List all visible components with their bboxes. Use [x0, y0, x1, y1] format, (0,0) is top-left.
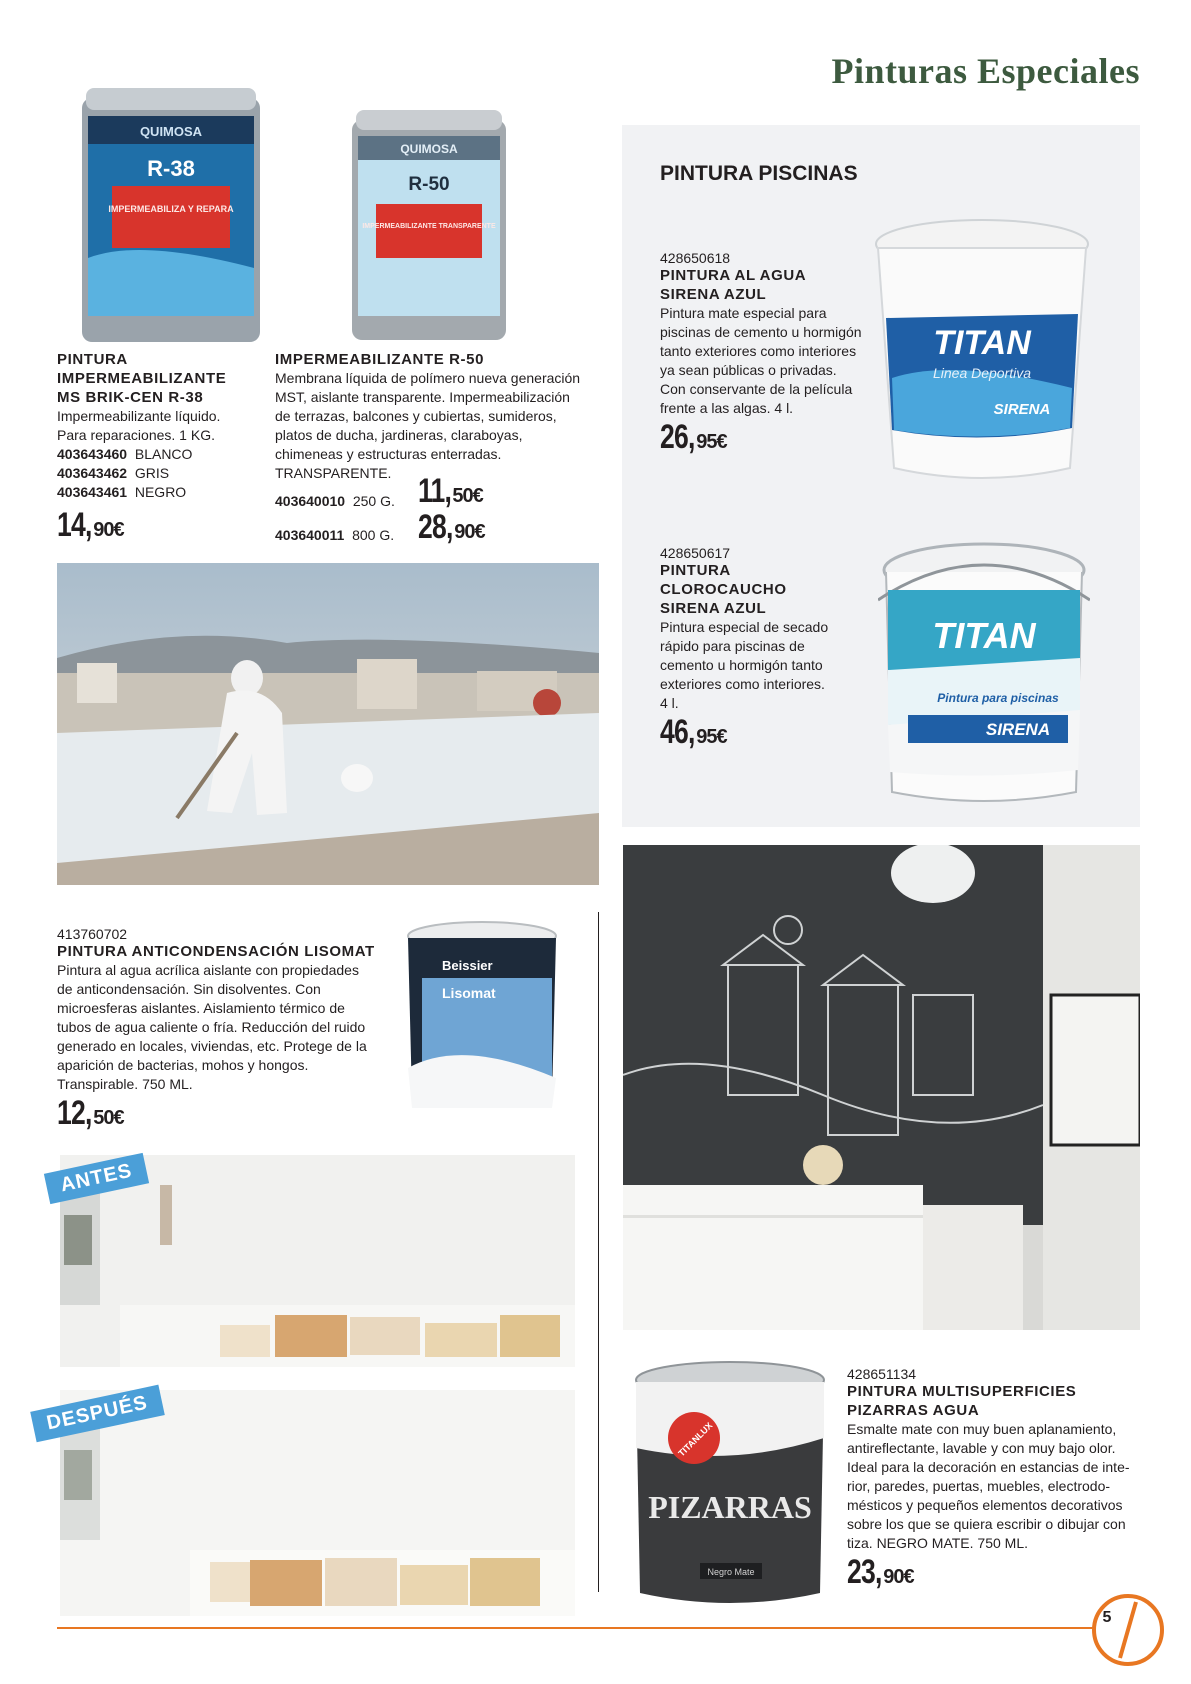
product-clorocaucho: [660, 545, 860, 752]
titan-clorocaucho-can-image: [878, 540, 1090, 808]
can-sub: Negro Mate: [707, 1567, 755, 1577]
r38-can-brand: QUIMOSA: [139, 124, 203, 139]
page-title: Pinturas Especiales: [831, 51, 1140, 91]
chalkboard-room-photo: [623, 845, 1140, 1330]
bucket-brand: TITAN: [933, 324, 1031, 362]
variant-row: 403643461 NEGRO: [57, 484, 187, 500]
product-name: IMPERMEABILIZANTE R-50: [275, 351, 485, 368]
product-r38: [57, 350, 272, 545]
product-description: Pintura al agua acrílica aislante con propiedades de anticondensación. Sin disolventes. Con microesferas aislantes. Aislamiento térmico de tubos de agua caliente o fría. Reducción del ruido generado en locales, viviendas, etc. Protege de la aparición de bacterias, mohos y hongos. Transpirable. 750 ML.: [57, 962, 367, 1092]
product-name: PINTURA IMPERMEABILIZANTE MS BRIK-CEN R-38: [57, 351, 227, 406]
product-description: Pintura mate especial para piscinas de cemento u hormigón tanto exteriores como interiores ya sean públicas o privadas. Con conservante de la película frente a las algas. 4 l.: [660, 305, 862, 416]
after-photo: [60, 1390, 575, 1616]
before-photo: [60, 1155, 575, 1367]
product-code: 413760702: [57, 926, 128, 942]
after-ribbon: DESPUÉS: [30, 1385, 164, 1442]
titan-sirena-bucket-image: [872, 218, 1092, 488]
page-number-badge: [1092, 1594, 1164, 1666]
product-name: PINTURA ANTICONDENSACIÓN LISOMAT: [57, 943, 375, 960]
product-name: PINTURA AL AGUA SIRENA AZUL: [660, 267, 807, 303]
price: 46,95€: [660, 713, 727, 751]
r38-can-text: IMPERMEABILIZA Y REPARA: [108, 204, 234, 214]
bucket-name: SIRENA: [985, 720, 1051, 739]
price: 26,95€: [660, 418, 727, 456]
column-divider: [598, 912, 599, 1592]
can-label: Lisomat: [442, 985, 496, 1001]
before-ribbon: ANTES: [44, 1153, 149, 1204]
bucket-subtitle: Pintura para piscinas: [937, 691, 1059, 705]
product-r50: [275, 350, 595, 483]
r50-can-image: [350, 110, 508, 340]
bucket-subtitle: Linea Deportiva: [932, 365, 1032, 381]
page-number: 5: [1102, 1609, 1112, 1626]
product-description: Impermeabilizante líquido. Para reparaciones. 1 KG.: [57, 408, 221, 443]
r38-can-label: R-38: [147, 156, 195, 181]
footer-line: [57, 1627, 1107, 1629]
rooftop-photo: [57, 563, 599, 885]
product-code: 428650617: [660, 545, 731, 561]
product-lisomat: [57, 926, 407, 1133]
variant-row: 403643462 GRIS: [57, 465, 170, 481]
r38-can-image: [80, 88, 262, 342]
product-description: Esmalte mate con muy buen aplanamiento, antireflectante, lavable y con muy bajo olor. Ideal para la decoración en estancias de inte- rior, paredes, puertas, muebles, electrodo- mésticos y pequeños elementos decorativos sobre los que se quiera escribir o dibujar con tiza. NEGRO MATE. 750 ML.: [847, 1421, 1130, 1551]
variant-row: 403640011 800 G.: [275, 527, 395, 543]
can-brand: Beissier: [442, 958, 493, 973]
bucket-brand: TITAN: [932, 615, 1036, 656]
product-description: Membrana líquida de polímero nueva generación MST, aislante transparente. Impermeabilización de terrazas, balcones y cubiertas, sumideros, platos de ducha, jardineras, claraboyas, chimeneas y estructuras enterradas. TRANSPARENTE.: [275, 370, 581, 481]
price: 23,90€: [847, 1553, 914, 1591]
pizarras-can-image: [630, 1358, 830, 1613]
r50-can-brand: QUIMOSA: [400, 142, 458, 156]
can-label: PIZARRAS: [648, 1489, 812, 1525]
price: 11,50€: [418, 472, 483, 510]
product-pintura-agua: [660, 250, 880, 457]
product-code: 428650618: [660, 250, 731, 266]
r50-can-text: IMPERMEABILIZANTE TRANSPARENTE: [362, 223, 496, 230]
r50-can-label: R-50: [408, 174, 450, 195]
product-pizarras: [847, 1366, 1137, 1592]
can-brand: TITANLUX: [676, 1420, 715, 1459]
product-code: 428651134: [847, 1366, 917, 1382]
lisomat-can-image: [402, 918, 562, 1118]
variant-row: 403640010 250 G.: [275, 493, 395, 509]
pool-section-title: PINTURA PISCINAS: [660, 162, 858, 185]
price: 28,90€: [418, 508, 485, 546]
price: 14,90€: [57, 506, 124, 544]
product-description: Pintura especial de secado rápido para piscinas de cemento u hormigón tanto exteriores como interiores. 4 l.: [660, 619, 829, 711]
product-name: PINTURA MULTISUPERFICIES PIZARRAS AGUA: [847, 1383, 1077, 1419]
product-name: PINTURA CLOROCAUCHO SIRENA AZUL: [660, 562, 787, 617]
bucket-name: SIRENA: [993, 401, 1051, 418]
price: 12,50€: [57, 1094, 124, 1132]
variant-row: 403643460 BLANCO: [57, 446, 193, 462]
